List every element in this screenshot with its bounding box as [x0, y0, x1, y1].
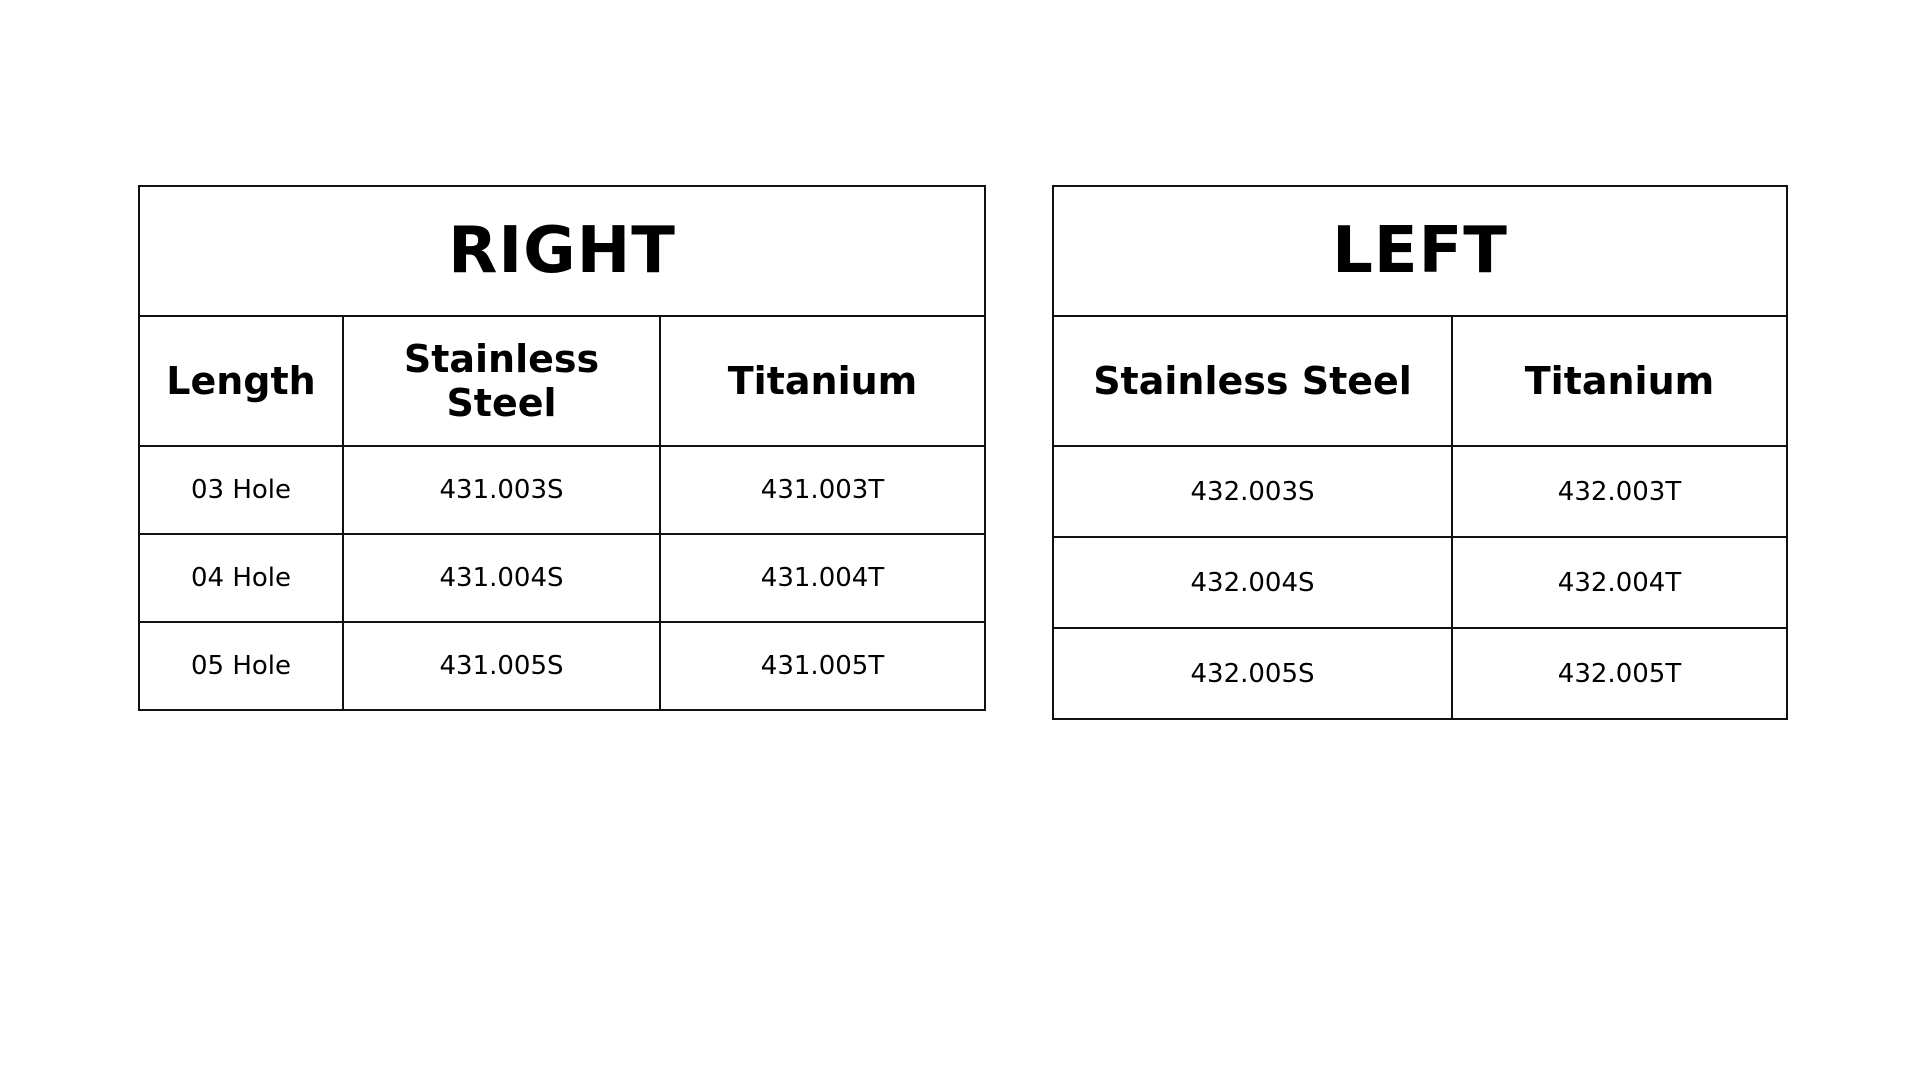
stainless-code-cell: 432.003S	[1053, 446, 1452, 537]
table-row	[139, 446, 985, 534]
stainless-code-cell: 432.005S	[1053, 628, 1452, 719]
titanium-code-cell: 432.003T	[1452, 446, 1787, 537]
titanium-code-cell: 431.005T	[660, 622, 985, 710]
stainless-code-cell: 432.004S	[1053, 537, 1452, 628]
titanium-code-cell: 431.003T	[660, 446, 985, 534]
right-table	[138, 185, 986, 711]
titanium-code-cell: 431.004T	[660, 534, 985, 622]
length-cell: 03 Hole	[139, 446, 343, 534]
length-cell: 04 Hole	[139, 534, 343, 622]
table-row	[139, 534, 985, 622]
stainless-code-cell: 431.003S	[343, 446, 660, 534]
table-row	[1053, 446, 1787, 537]
table-row	[1053, 537, 1787, 628]
header-titanium: Titanium	[1452, 316, 1787, 446]
header-stainless-steel: Stainless Steel	[1053, 316, 1452, 446]
table-row	[1053, 628, 1787, 719]
stainless-code-cell: 431.005S	[343, 622, 660, 710]
header-length: Length	[139, 316, 343, 446]
header-titanium: Titanium	[660, 316, 985, 446]
length-cell: 05 Hole	[139, 622, 343, 710]
left-table-title: LEFT	[1053, 186, 1787, 316]
left-table	[1052, 185, 1788, 720]
table-row	[139, 622, 985, 710]
right-table-title-row	[139, 186, 985, 316]
right-table-header-row	[139, 316, 985, 446]
titanium-code-cell: 432.005T	[1452, 628, 1787, 719]
titanium-code-cell: 432.004T	[1452, 537, 1787, 628]
right-table-title: RIGHT	[139, 186, 985, 316]
left-table-title-row	[1053, 186, 1787, 316]
left-table-header-row	[1053, 316, 1787, 446]
header-stainless-steel: Stainless Steel	[343, 316, 660, 446]
stainless-code-cell: 431.004S	[343, 534, 660, 622]
